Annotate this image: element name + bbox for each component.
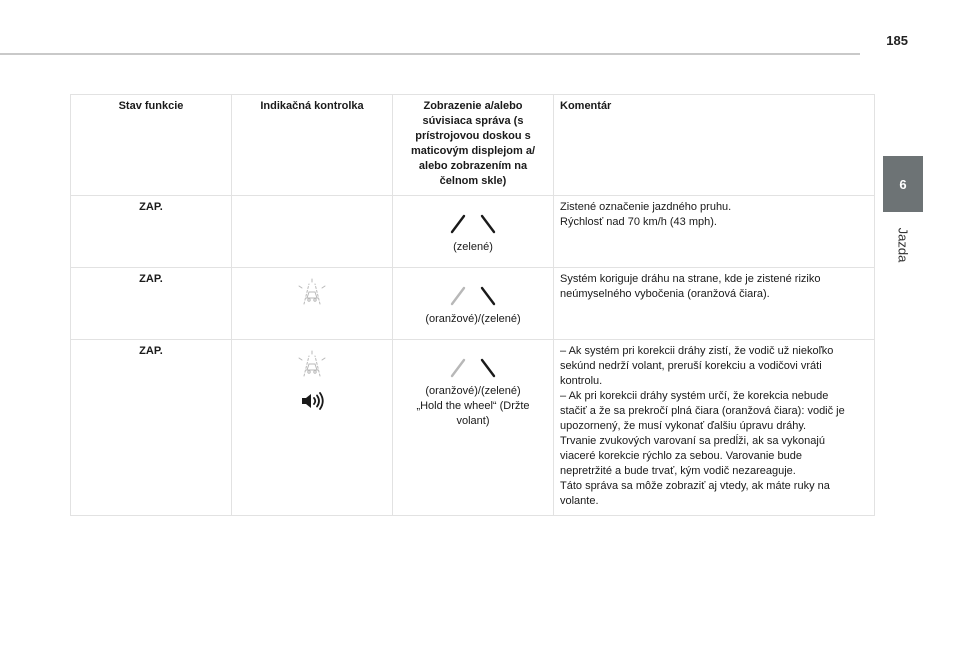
table-row: [71, 340, 875, 516]
chapter-tab: 6: [883, 156, 923, 212]
chapter-title-text: Jazda: [895, 227, 911, 263]
lane-marking-icon: [438, 282, 508, 306]
header-indicator: Indikačná kontrolka: [232, 95, 393, 196]
row-state: ZAP.: [71, 196, 232, 268]
table-row: [71, 268, 875, 340]
row-display: [393, 340, 554, 516]
row-display: [393, 196, 554, 268]
row-state: ZAP.: [71, 340, 232, 516]
lane-assist-warning-icon: [295, 278, 329, 308]
row-indicator: [232, 268, 393, 340]
display-caption: „Hold the wheel“ (Držte: [416, 400, 530, 412]
row-display: [393, 268, 554, 340]
lane-marking-icon: [438, 354, 508, 378]
header-comment: Komentár: [554, 95, 875, 196]
header-display: Zobrazenie a/alebo súvisiaca správa (s prístrojovou doskou s maticovým displejom a/ alebo zobrazením na čelnom skle): [393, 95, 554, 196]
header-divider: [0, 53, 860, 55]
row-state: ZAP.: [71, 268, 232, 340]
chapter-title: [893, 220, 913, 270]
lane-assist-status-table: [70, 94, 875, 516]
lane-marking-icon: [438, 210, 508, 234]
table-row: [71, 196, 875, 268]
table-header-row: [71, 95, 875, 196]
display-caption: (oranžové)/(zelené): [425, 385, 521, 397]
row-comment: Zistené označenie jazdného pruhu. Rýchlosť nad 70 km/h (43 mph).: [554, 196, 875, 268]
header-state: Stav funkcie: [71, 95, 232, 196]
page-number: 185: [886, 33, 908, 48]
row-comment: Systém koriguje dráhu na strane, kde je zistené riziko neúmyselného vybočenia (oranžová čiara).: [554, 268, 875, 340]
sound-warning-icon: [299, 390, 325, 412]
row-indicator-empty: [232, 196, 393, 268]
row-comment: – Ak systém pri korekcii dráhy zistí, že vodič už niekoľko sekúnd nedrží volant, preruší korekciu a vodičovi vráti kontrolu. – Ak pri korekcii dráhy systém určí, že korekcia nebude stačiť a že sa prekročí plná čiara (oranžová čiara): vodič je upozornený, že musí vykonať ďalšiu úpravu dráhy. Trvanie zvukových varovaní sa predĺži, ak sa vykonajú viaceré korekcie rýchlo za sebou. Varovanie bude nepretržité a bude trvať, kým vodič nezareaguje. Táto správa sa môže zobraziť aj vtedy, ak máte ruky na volante.: [554, 340, 875, 516]
lane-assist-warning-icon: [295, 350, 329, 380]
row-indicator: [232, 340, 393, 516]
display-caption: volant): [456, 415, 490, 427]
display-caption: (oranžové)/(zelené): [425, 313, 521, 325]
display-caption: (zelené): [453, 241, 493, 253]
